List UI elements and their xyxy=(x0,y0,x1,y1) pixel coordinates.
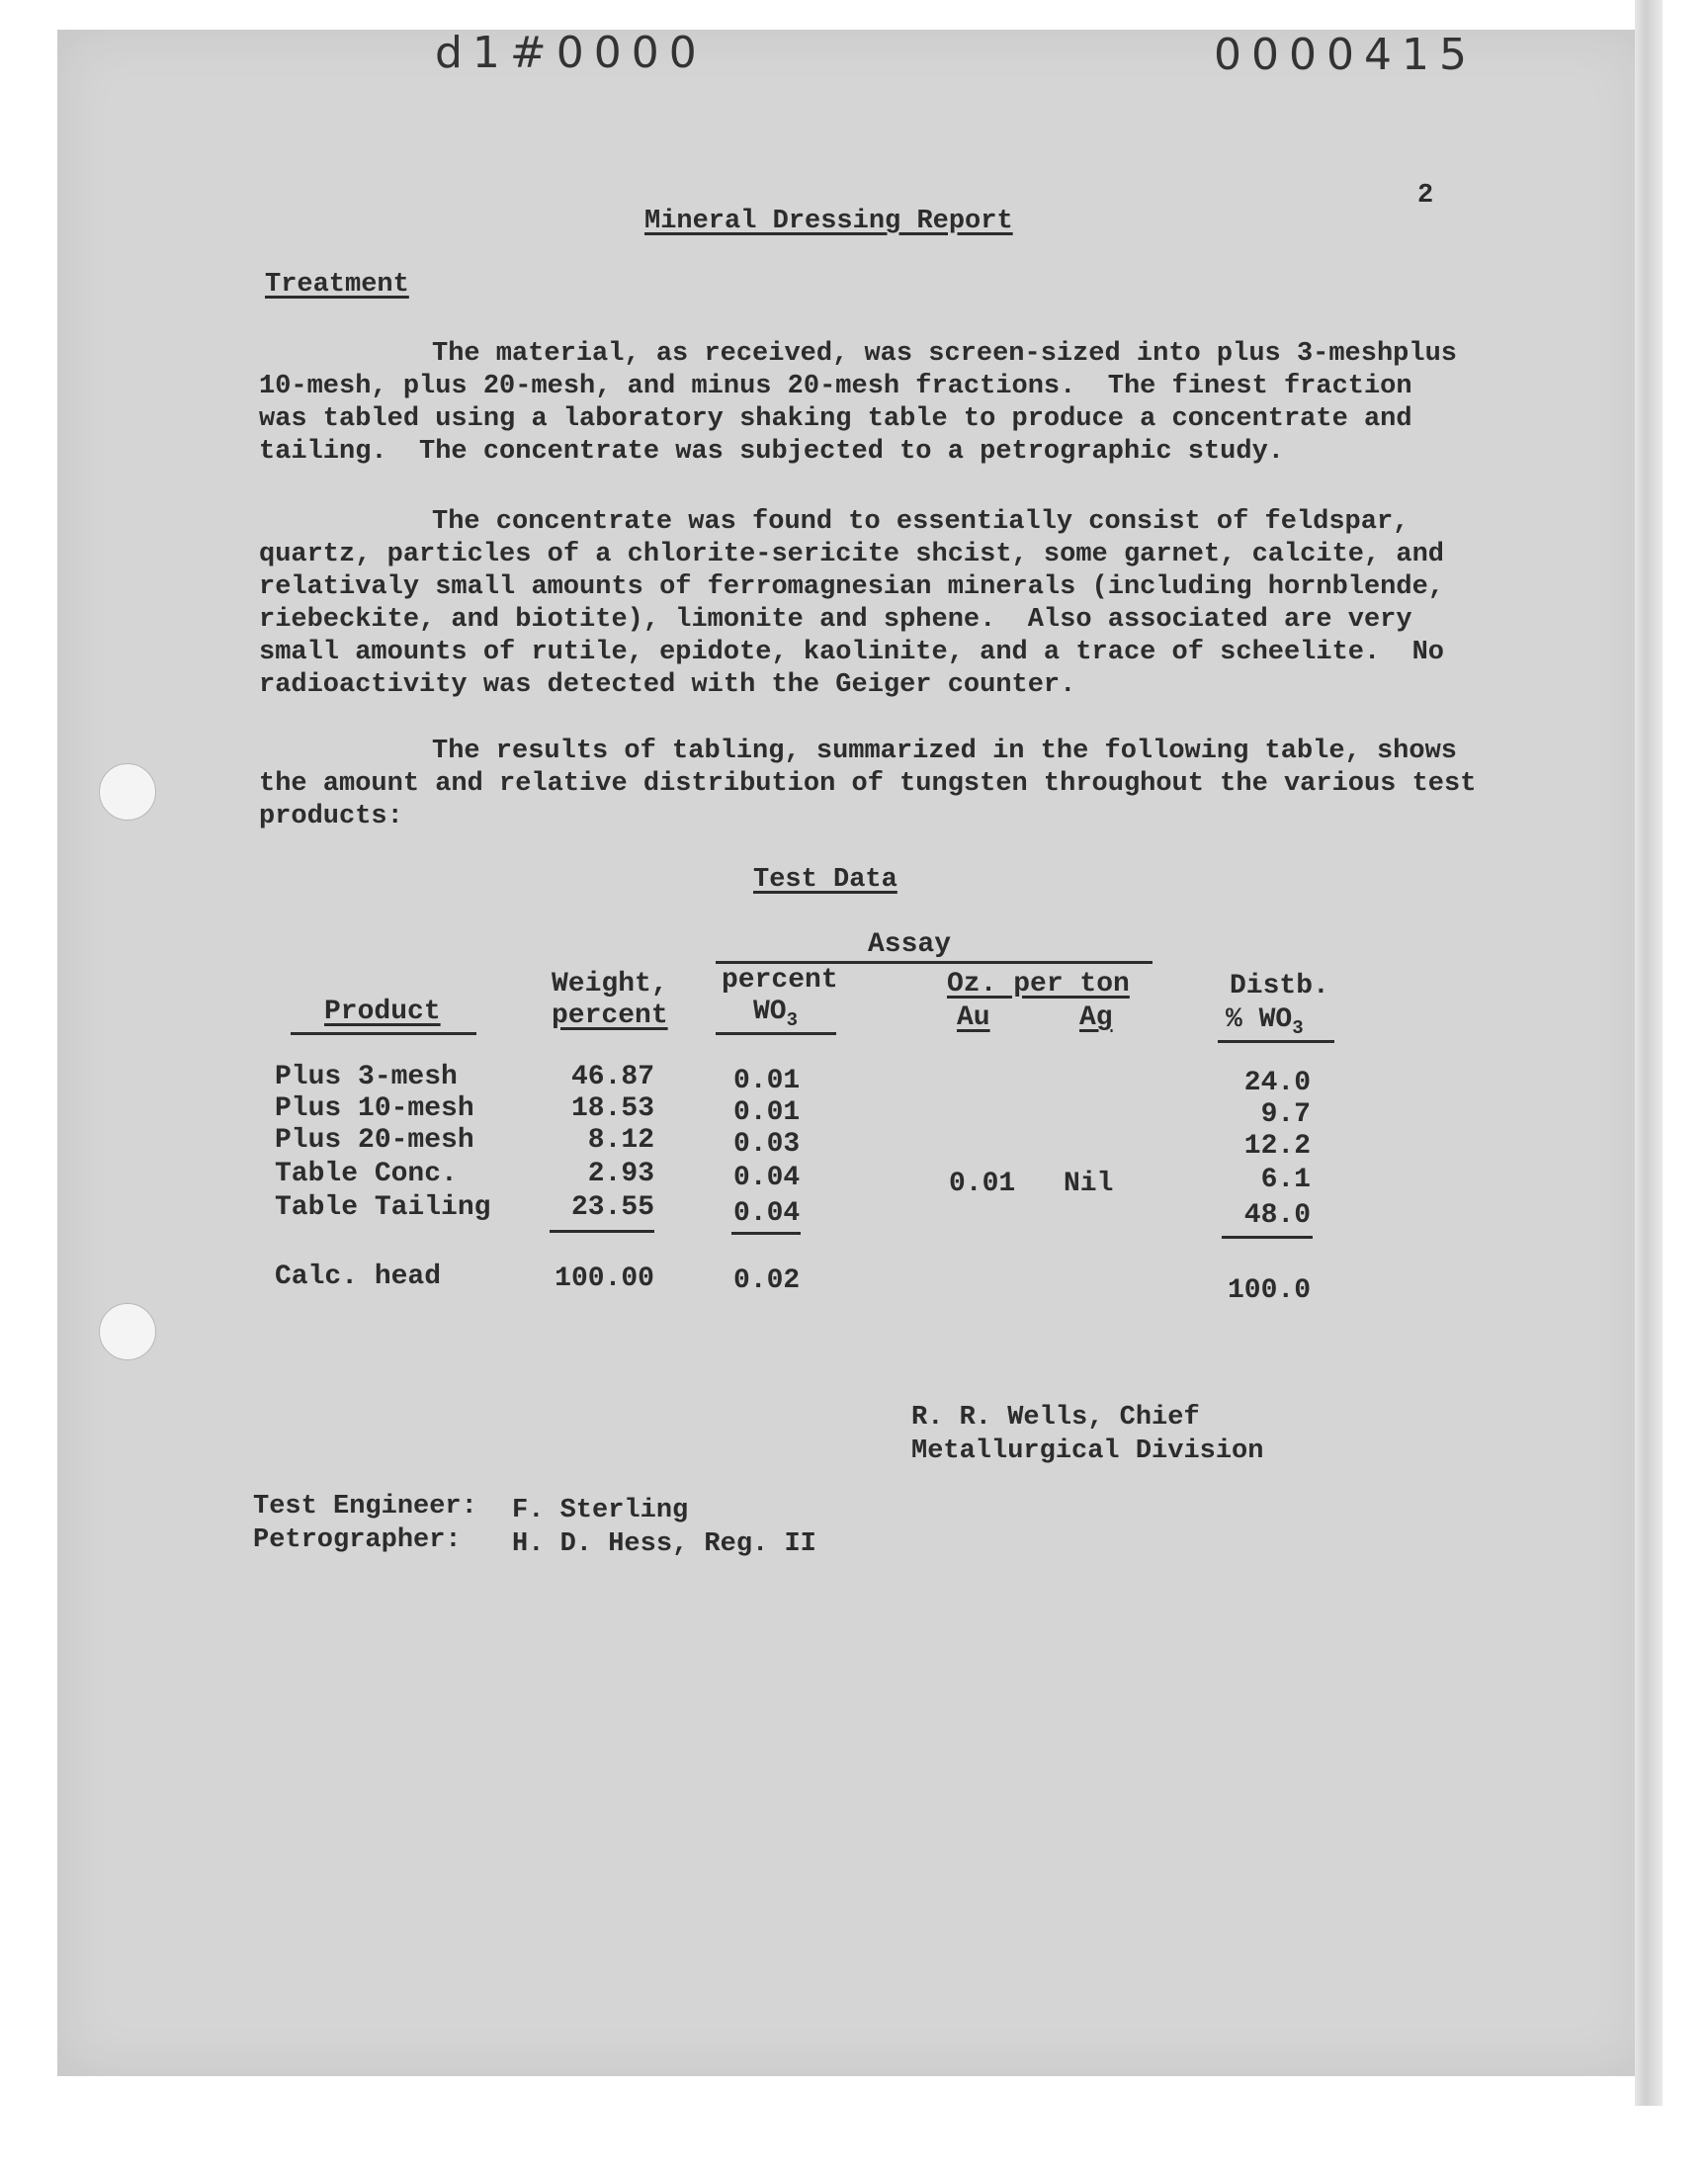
table-cell-weight: 2.93 xyxy=(587,1159,654,1189)
wo3-header-line2 xyxy=(753,997,799,1031)
wo3-header-line1: percent xyxy=(722,965,838,996)
assay-rule xyxy=(716,961,1153,964)
paragraph-line: The results of tabling, summarized in the following table, shows xyxy=(432,737,1457,766)
stamp-left: d1#0000 xyxy=(435,28,707,78)
wo3-header-rule xyxy=(716,1032,836,1035)
wo3-header-text: WO xyxy=(753,997,787,1027)
au-header: Au xyxy=(957,1002,990,1033)
distb-header-rule xyxy=(1218,1040,1334,1043)
section-heading: Treatment xyxy=(265,270,409,300)
table-cell-product: Plus 3-mesh xyxy=(275,1062,458,1092)
table-cell-distb: 6.1 xyxy=(1260,1165,1311,1195)
distb-header-line1: Distb. xyxy=(1230,971,1329,1001)
paragraph-line: The concentrate was found to essentially consist of feldspar, xyxy=(432,507,1409,537)
credit-value: H. D. Hess, Reg. II xyxy=(512,1529,816,1559)
signature-line1: R. R. Wells, Chief xyxy=(911,1403,1200,1433)
credit-label: Test Engineer: xyxy=(253,1492,477,1522)
ag-header: Ag xyxy=(1079,1002,1113,1033)
paragraph-line: radioactivity was detected with the Geiger counter. xyxy=(259,670,1076,700)
assay-header: Assay xyxy=(868,929,952,960)
paragraph-line: small amounts of rutile, epidote, kaolinite, and a trace of scheelite. No xyxy=(259,638,1444,667)
weight-total-rule xyxy=(550,1230,654,1233)
table-cell-wo3: 0.03 xyxy=(733,1129,801,1160)
total-distb: 100.0 xyxy=(1227,1275,1311,1306)
signature-line2: Metallurgical Division xyxy=(911,1436,1264,1466)
table-cell-wo3: 0.01 xyxy=(733,1097,801,1128)
table-cell-distb: 12.2 xyxy=(1243,1131,1311,1162)
paragraph-line: The material, as received, was screen-sized into plus 3-meshplus xyxy=(432,339,1457,369)
punch-hole xyxy=(99,763,156,821)
page-edge xyxy=(1635,0,1663,2106)
product-header-rule xyxy=(291,1032,476,1035)
distb-header-line2 xyxy=(1226,1004,1304,1039)
product-header: Product xyxy=(324,997,441,1027)
table-cell-distb: 48.0 xyxy=(1243,1200,1311,1231)
page-number: 2 xyxy=(1417,181,1434,211)
table-cell-au: 0.01 xyxy=(949,1169,1016,1199)
total-weight: 100.00 xyxy=(555,1263,654,1294)
distb-total-rule xyxy=(1222,1236,1313,1239)
table-cell-weight: 8.12 xyxy=(587,1125,654,1156)
paragraph-line: 10-mesh, plus 20-mesh, and minus 20-mesh fractions. The finest fraction xyxy=(259,372,1412,401)
table-cell-wo3: 0.04 xyxy=(733,1198,801,1229)
total-product: Calc. head xyxy=(275,1262,442,1292)
table-cell-product: Plus 10-mesh xyxy=(275,1093,474,1124)
total-wo3: 0.02 xyxy=(733,1265,801,1296)
paragraph-1 xyxy=(259,338,1514,469)
paragraph-line: was tabled using a laboratory shaking table to produce a concentrate and xyxy=(259,404,1412,434)
table-cell-product: Table Conc. xyxy=(275,1159,458,1189)
table-cell-weight: 18.53 xyxy=(570,1093,654,1124)
table-title: Test Data xyxy=(753,865,897,895)
paragraph-line: tailing. The concentrate was subjected to a petrographic study. xyxy=(259,437,1284,467)
paragraph-line: products: xyxy=(259,802,403,831)
table-cell-ag: Nil xyxy=(1064,1169,1114,1199)
distb-header-text: % WO xyxy=(1226,1004,1293,1035)
oz-header: Oz. per ton xyxy=(947,969,1130,1000)
table-cell-distb: 9.7 xyxy=(1260,1099,1311,1130)
paragraph-3 xyxy=(259,736,1514,833)
wo3-header-subscript: 3 xyxy=(786,1009,799,1031)
table-cell-weight: 23.55 xyxy=(570,1192,654,1223)
document-page xyxy=(57,30,1647,2076)
paragraph-line: the amount and relative distribution of tungsten throughout the various test xyxy=(259,769,1477,799)
distb-header-subscript: 3 xyxy=(1292,1017,1304,1039)
credit-label: Petrographer: xyxy=(253,1525,462,1555)
table-cell-distb: 24.0 xyxy=(1243,1068,1311,1098)
table-cell-product: Plus 20-mesh xyxy=(275,1125,474,1156)
wo3-total-rule xyxy=(731,1232,801,1235)
weight-header-line1: Weight, xyxy=(552,969,668,1000)
credit-value: F. Sterling xyxy=(512,1496,689,1525)
table-cell-weight: 46.87 xyxy=(570,1062,654,1092)
paragraph-line: relativaly small amounts of ferromagnesian minerals (including hornblende, xyxy=(259,572,1444,602)
punch-hole xyxy=(99,1303,156,1360)
table-cell-wo3: 0.01 xyxy=(733,1066,801,1096)
paragraph-2 xyxy=(259,506,1514,702)
table-cell-product: Table Tailing xyxy=(275,1192,491,1223)
weight-header-line2: percent xyxy=(552,1000,668,1031)
report-title: Mineral Dressing Report xyxy=(644,207,1013,236)
stamp-right: 0000415 xyxy=(1214,30,1477,80)
paragraph-line: quartz, particles of a chlorite-sericite shcist, some garnet, calcite, and xyxy=(259,540,1444,569)
table-cell-wo3: 0.04 xyxy=(733,1163,801,1193)
paragraph-line: riebeckite, and biotite), limonite and sphene. Also associated are very xyxy=(259,605,1412,635)
